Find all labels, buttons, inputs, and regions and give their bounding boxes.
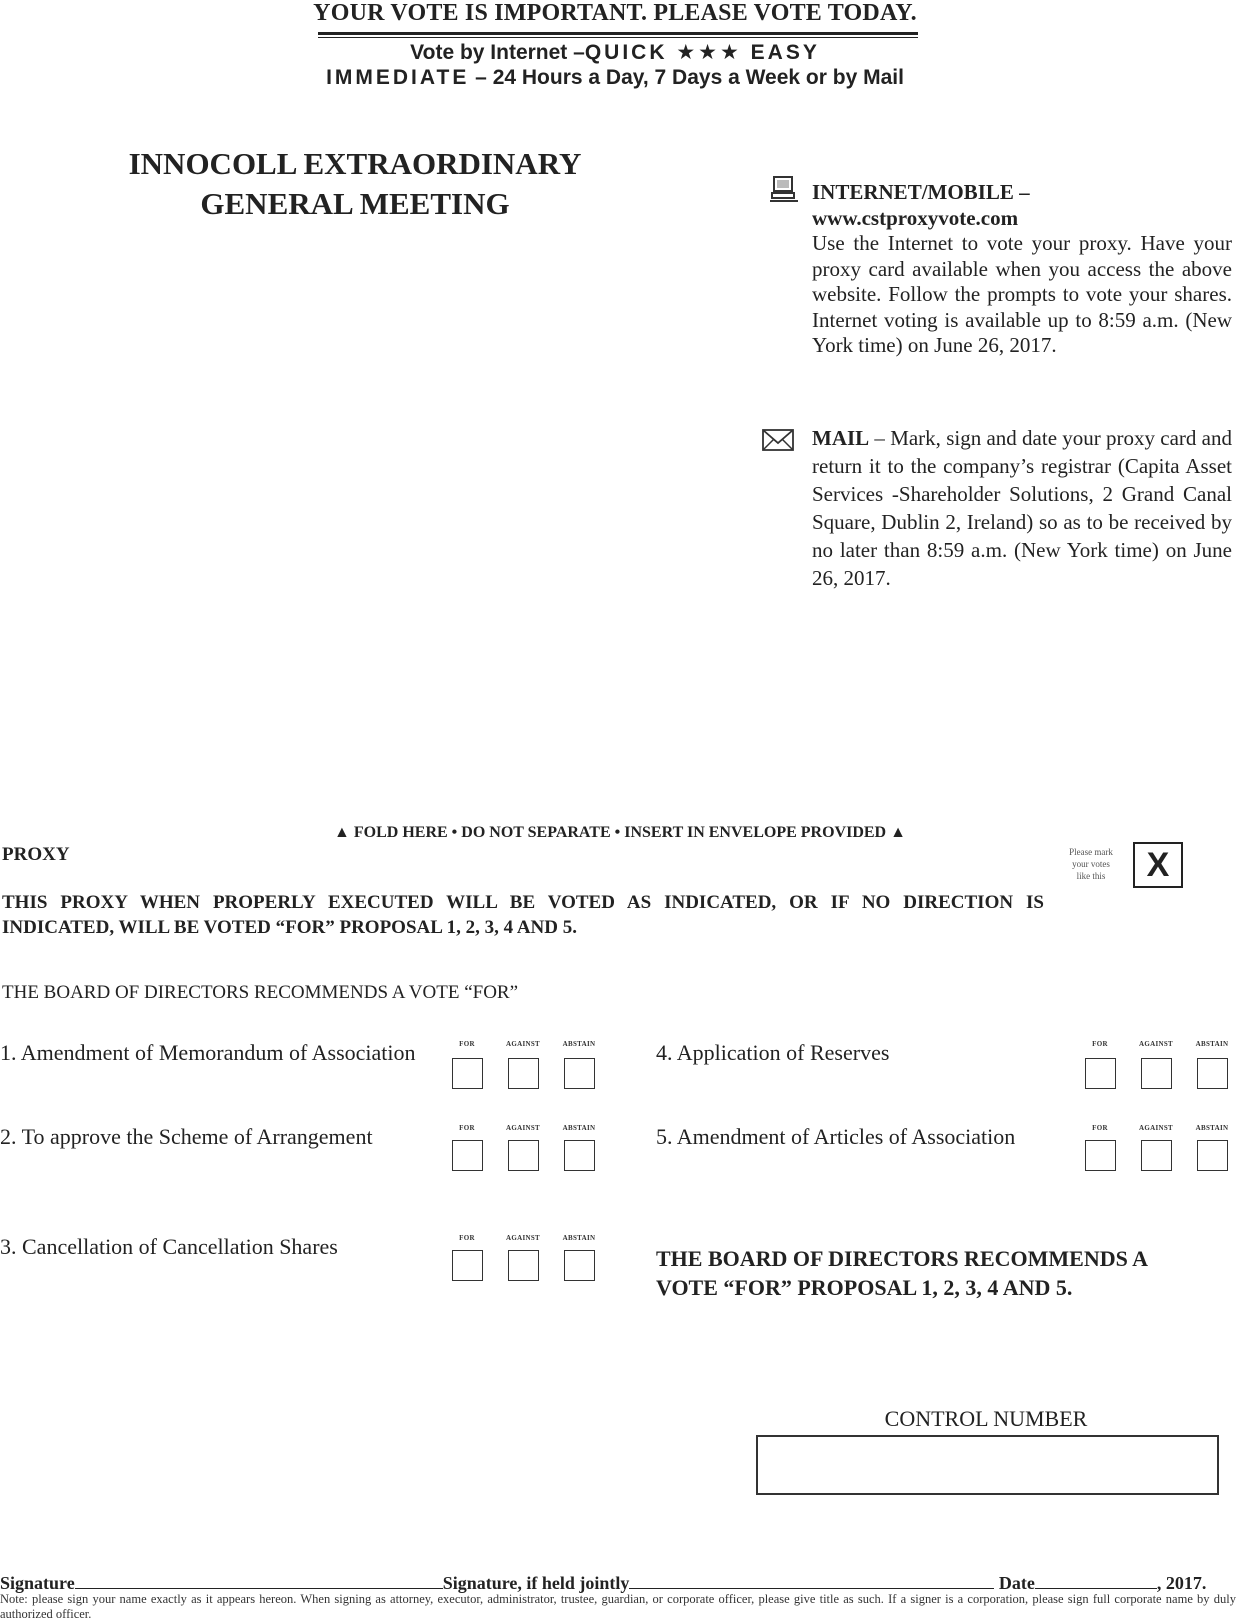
banner-line-2-a: IMMEDIATE (326, 66, 470, 89)
board-closing-line-1: THE BOARD OF DIRECTORS RECOMMENDS A (656, 1246, 1149, 1271)
proxy-label: PROXY (2, 844, 70, 865)
proposal-3-for-checkbox[interactable] (452, 1250, 483, 1281)
signature-line[interactable] (75, 1570, 443, 1589)
proposal-3-label: 3. Cancellation of Cancellation Shares (0, 1234, 338, 1259)
proposal-3-abstain-header: ABSTAIN (562, 1234, 596, 1242)
board-recommendation: THE BOARD OF DIRECTORS RECOMMENDS A VOTE “FOR” (2, 982, 519, 1003)
banner-line-1-b: QUICK ★★★ EASY (584, 41, 820, 64)
proposal-2-label: 2. To approve the Scheme of Arrangement (0, 1124, 373, 1149)
board-closing-line-2: VOTE “FOR” PROPOSAL 1, 2, 3, 4 AND 5. (656, 1275, 1073, 1300)
proxy-statement: THIS PROXY WHEN PROPERLY EXECUTED WILL BE VOTED AS INDICATED, OR IF NO DIRECTION IS INDICATED, WILL BE VOTED “FOR” PROPOSAL 1, 2, 3, 4 AND 5. (2, 892, 1044, 938)
proposal-3-against-header: AGAINST (506, 1234, 540, 1242)
proposal-5-abstain-header: ABSTAIN (1195, 1124, 1229, 1132)
proposal-2-abstain-checkbox[interactable] (564, 1140, 595, 1171)
banner-rule-thin (318, 37, 918, 38)
signature-row (0, 1570, 1236, 1594)
proposal-5-against-checkbox[interactable] (1141, 1140, 1172, 1171)
proposal-4-abstain-checkbox[interactable] (1197, 1058, 1228, 1089)
fold-instruction: ▲ FOLD HERE • DO NOT SEPARATE • INSERT IN ENVELOPE PROVIDED ▲ (334, 824, 906, 841)
board-closing-recommendation (656, 1244, 1216, 1302)
envelope-icon (760, 422, 796, 458)
proposal-5-for-checkbox[interactable] (1085, 1140, 1116, 1171)
proposal-4-for-header: FOR (1092, 1040, 1108, 1048)
proposal-1-for-checkbox[interactable] (452, 1058, 483, 1089)
proposal-5-abstain-checkbox[interactable] (1197, 1140, 1228, 1171)
mark-note-line-2: your votes (1072, 859, 1110, 869)
mark-note-line-1: Please mark (1069, 847, 1113, 857)
proposal-2-against-header: AGAINST (506, 1124, 540, 1132)
proposal-4-label: 4. Application of Reserves (656, 1040, 890, 1065)
proposal-1-label: 1. Amendment of Memorandum of Association (0, 1040, 416, 1065)
mark-example-note (1056, 846, 1126, 882)
mail-text: – Mark, sign and date your proxy card and return it to the company’s registrar (Capita Asset Services -Shareholder Solutions, 2 Grand Canal Square, Dublin 2, Ireland) so as to be received by no later than 8:59 a.m. (New York time) on June 26, 2017. (812, 426, 1232, 590)
joint-signature-line[interactable] (629, 1570, 994, 1589)
meeting-title-line-2: GENERAL MEETING (200, 186, 510, 221)
mark-note-line-3: like this (1076, 871, 1106, 881)
internet-text: Use the Internet to vote your proxy. Have your proxy card available when you access the above website. Follow the prompts to vote your shares. Internet voting is available up to 8:59 a.m. (New York time) on June 26, 2017. (812, 231, 1232, 357)
mail-instructions (812, 424, 1232, 592)
control-number-field[interactable] (756, 1435, 1219, 1495)
control-number-label: CONTROL NUMBER (884, 1406, 1088, 1431)
proposal-5-against-header: AGAINST (1139, 1124, 1173, 1132)
proposal-1-against-checkbox[interactable] (508, 1058, 539, 1089)
proposal-4-abstain-header: ABSTAIN (1195, 1040, 1229, 1048)
banner-line-1 (0, 40, 1230, 65)
date-label: Date (998, 1573, 1035, 1593)
proposal-3-abstain-checkbox[interactable] (564, 1250, 595, 1281)
date-year-suffix: , 2017. (1156, 1573, 1207, 1593)
proposal-1-abstain-checkbox[interactable] (564, 1058, 595, 1089)
mark-example-box: X (1133, 842, 1183, 888)
meeting-title-line-1: INNOCOLL EXTRAORDINARY (128, 146, 582, 181)
proposal-5-label: 5. Amendment of Articles of Association (656, 1124, 1016, 1149)
proposal-4-for-checkbox[interactable] (1085, 1058, 1116, 1089)
date-line[interactable] (1035, 1570, 1157, 1589)
proposal-2-for-checkbox[interactable] (452, 1140, 483, 1171)
signature-label: Signature (0, 1573, 75, 1593)
meeting-title (80, 144, 630, 224)
mail-heading: MAIL (812, 426, 870, 450)
signature-note: Note: please sign your name exactly as it appears hereon. When signing as attorney, executor, administrator, trustee, guardian, or corporate officer, please give title as such. If a signer is a corporation, please sign full corporate name by duly authorized officer. (0, 1592, 1236, 1621)
banner-rule-thick (318, 32, 918, 35)
banner-line-2-b: – 24 Hours a Day, 7 Days a Week or by Mail (469, 66, 904, 89)
proposal-3-for-header: FOR (459, 1234, 475, 1242)
internet-heading: INTERNET/MOBILE – (812, 180, 1030, 204)
proposal-4-against-header: AGAINST (1139, 1040, 1173, 1048)
proposal-1-for-header: FOR (459, 1040, 475, 1048)
computer-icon (766, 174, 802, 210)
proposal-1-against-header: AGAINST (506, 1040, 540, 1048)
internet-instructions (812, 180, 1232, 359)
proposal-2-against-checkbox[interactable] (508, 1140, 539, 1171)
proposal-2-abstain-header: ABSTAIN (562, 1124, 596, 1132)
banner-title: YOUR VOTE IS IMPORTANT. PLEASE VOTE TODAY. (313, 0, 917, 26)
banner-line-2 (0, 66, 1230, 90)
banner-line-1-a: Vote by Internet – (410, 41, 585, 64)
proposal-5-for-header: FOR (1092, 1124, 1108, 1132)
proposal-2-for-header: FOR (459, 1124, 475, 1132)
proposal-1-abstain-header: ABSTAIN (562, 1040, 596, 1048)
proposal-3-against-checkbox[interactable] (508, 1250, 539, 1281)
joint-signature-label: Signature, if held jointly (442, 1573, 630, 1593)
proposal-4-against-checkbox[interactable] (1141, 1058, 1172, 1089)
internet-url[interactable]: www.cstproxyvote.com (812, 205, 1019, 230)
